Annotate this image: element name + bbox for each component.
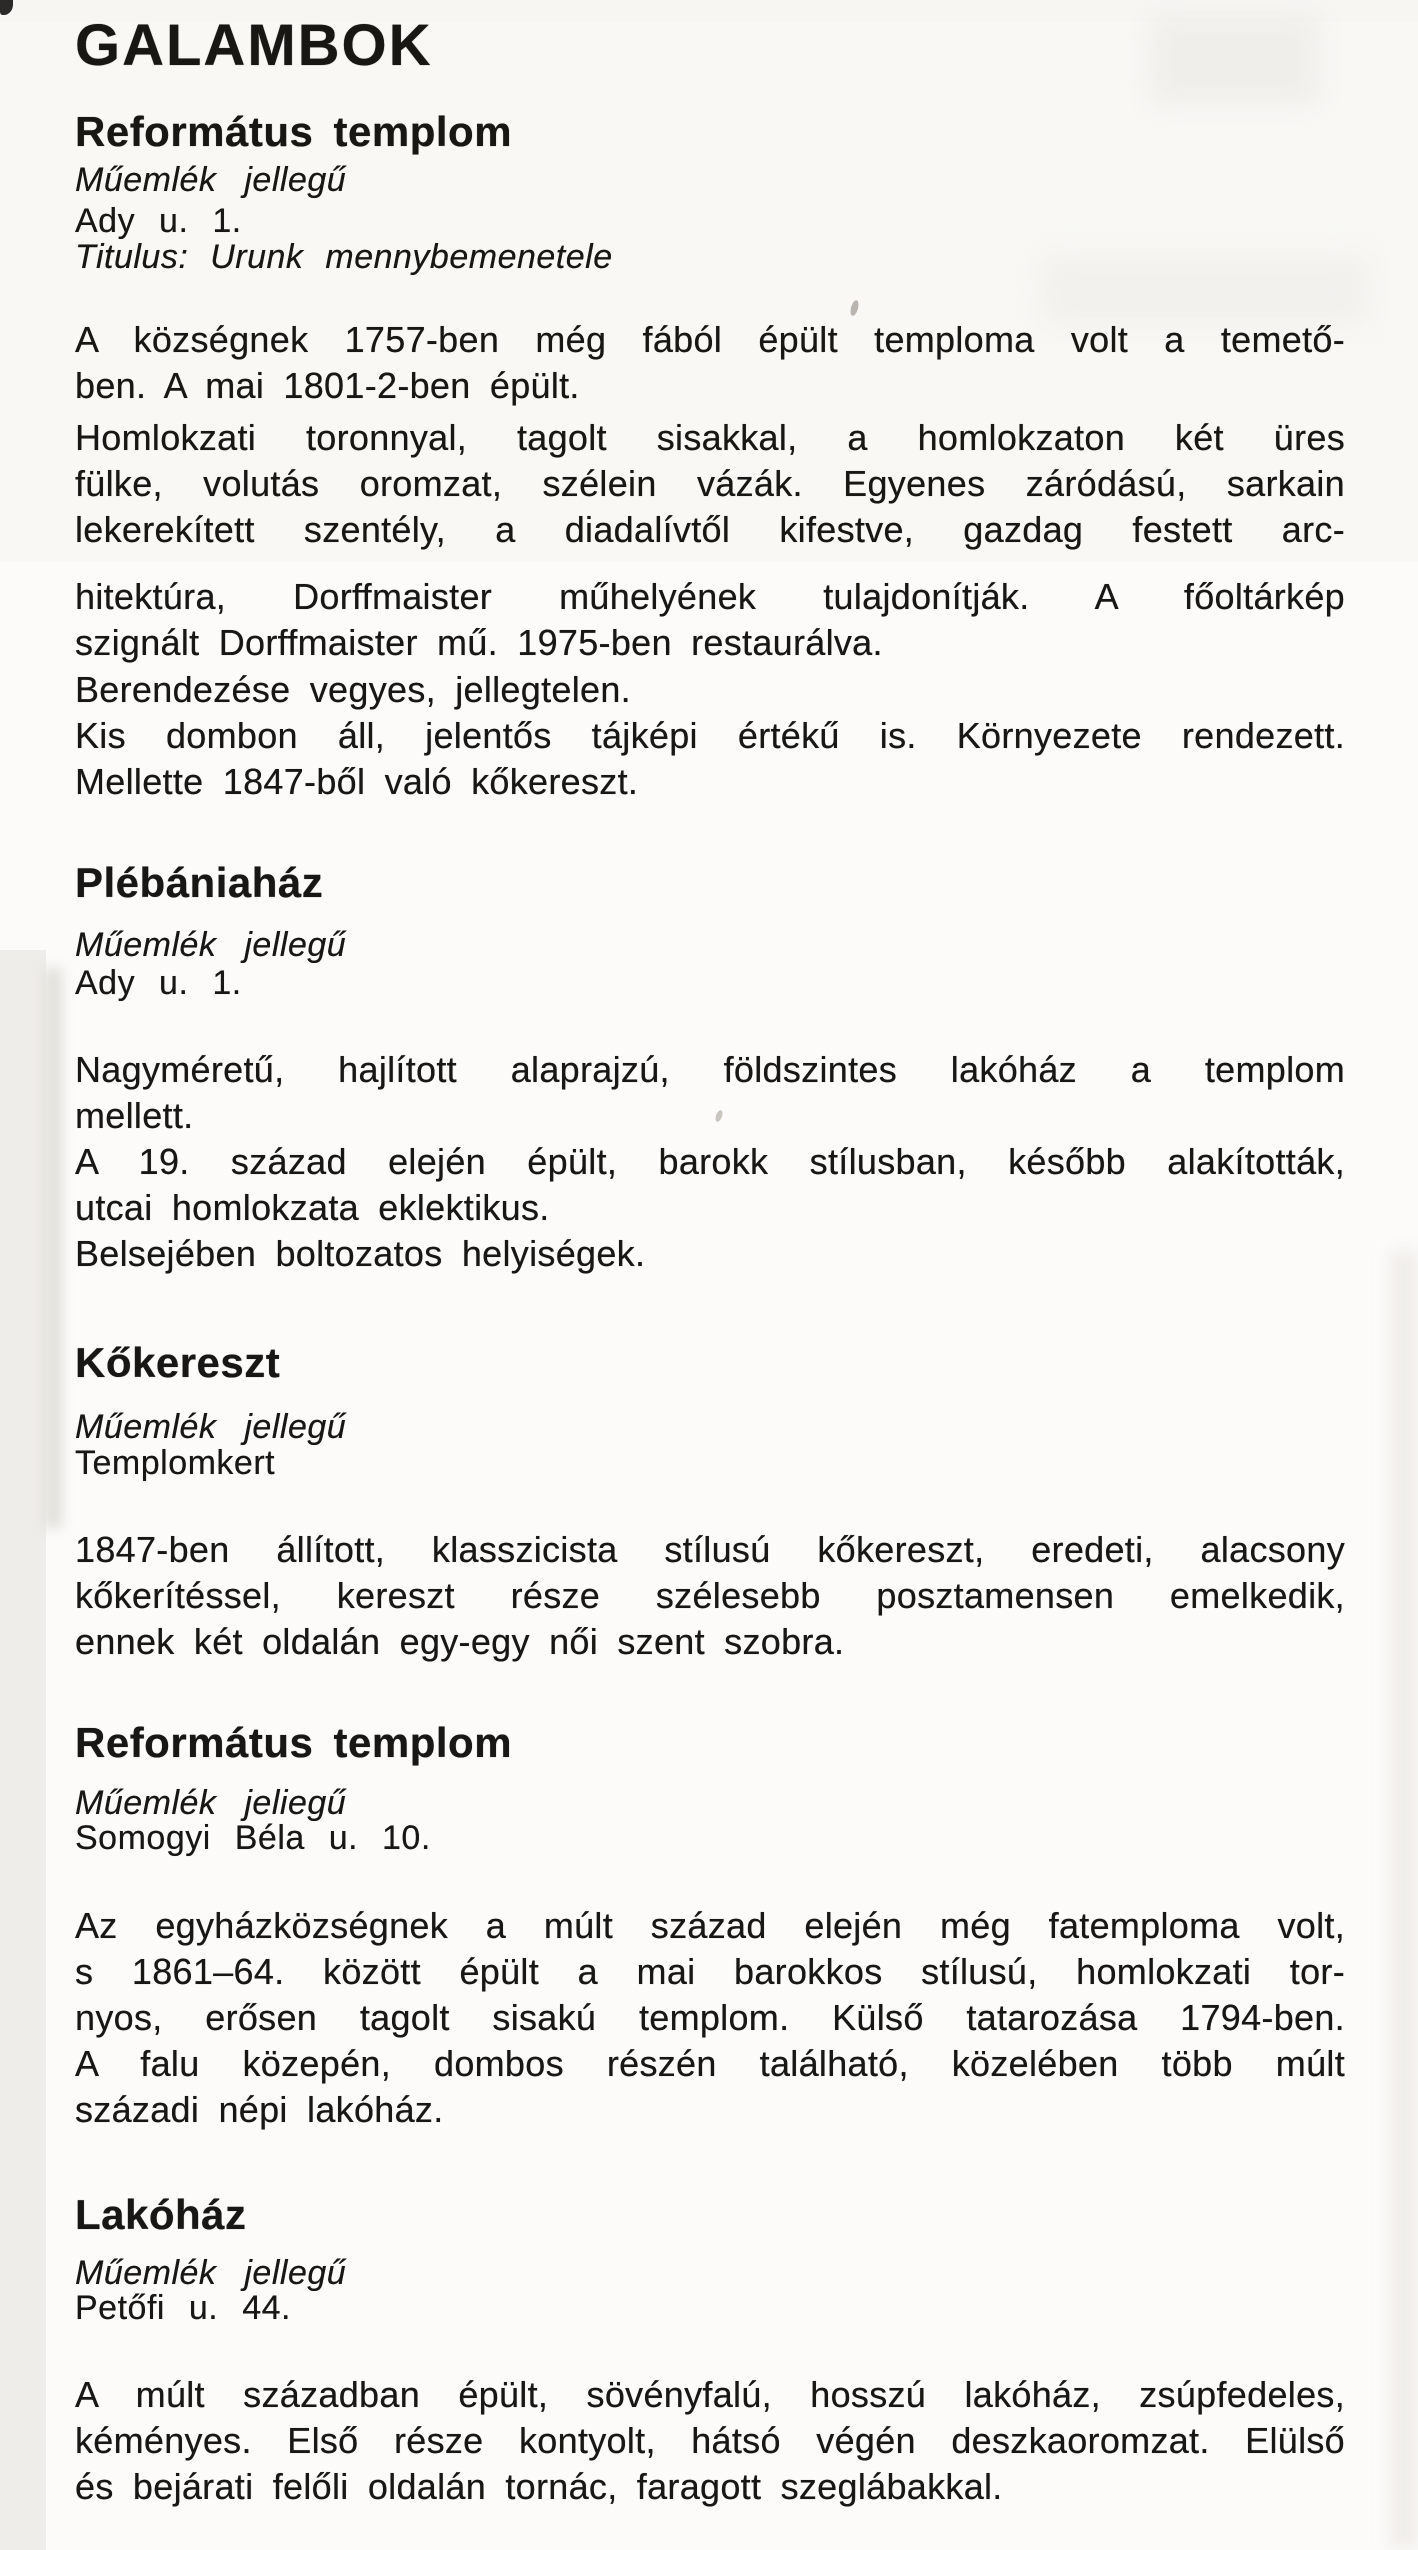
paragraph-line: Kis dombon áll, jelentős tájképi értékű is. Környezete rendezett. bbox=[75, 715, 1345, 756]
section-heading: Plébániaház bbox=[75, 859, 324, 906]
designation-line: Műemlék jeliegű bbox=[75, 1784, 347, 1822]
paragraph-line: századi népi lakóház. bbox=[75, 2089, 444, 2130]
address-line: Petőfi u. 44. bbox=[75, 2289, 291, 2327]
paragraph-line: utcai homlokzata eklektikus. bbox=[75, 1187, 550, 1228]
designation-line: Műemlék jellegű bbox=[75, 161, 347, 199]
paragraph-line: A községnek 1757-ben még fából épült temploma volt a temető- bbox=[75, 319, 1345, 360]
paragraph-line: nyos, erősen tagolt sisakú templom. Külső tatarozása 1794-ben. bbox=[75, 1997, 1345, 2038]
paragraph-line: ennek két oldalán egy-egy női szent szobra. bbox=[75, 1621, 845, 1662]
scan-artifact-right-edge bbox=[1390, 1250, 1418, 2550]
paragraph-line: kőkerítéssel, kereszt része szélesebb posztamensen emelkedik, bbox=[75, 1575, 1345, 1616]
paragraph-line: szignált Dorffmaister mű. 1975-ben restaurálva. bbox=[75, 622, 883, 663]
designation-line: Műemlék jellegű bbox=[75, 926, 347, 964]
paragraph-line: kéményes. Első része kontyolt, hátsó végén deszkaoromzat. Elülső bbox=[75, 2420, 1345, 2461]
paragraph-line: ben. A mai 1801-2-ben épült. bbox=[75, 365, 580, 406]
section-heading: Kőkereszt bbox=[75, 1339, 281, 1386]
paragraph-line: Homlokzati toronnyal, tagolt sisakkal, a homlokzaton két üres bbox=[75, 417, 1345, 458]
scan-artifact-fold-shadow bbox=[44, 968, 62, 1528]
paragraph-line: és bejárati felőli oldalán tornác, faragott szeglábakkal. bbox=[75, 2466, 1003, 2507]
paragraph-line: mellett. bbox=[75, 1095, 194, 1136]
section-heading: Református templom bbox=[75, 108, 513, 155]
address-line: Somogyi Béla u. 10. bbox=[75, 1819, 431, 1857]
paragraph-line: Berendezése vegyes, jellegtelen. bbox=[75, 669, 631, 710]
designation-line: Műemlék jellegű bbox=[75, 1408, 347, 1446]
address-line: Templomkert bbox=[75, 1444, 276, 1482]
paragraph-line: A 19. század elején épült, barokk stílusban, később alakították, bbox=[75, 1141, 1345, 1182]
designation-line: Műemlék jellegű bbox=[75, 2254, 347, 2292]
paragraph-line: s 1861–64. között épült a mai barokkos stílusú, homlokzati tor- bbox=[75, 1951, 1345, 1992]
address-line: Ady u. 1. bbox=[75, 964, 242, 1002]
paragraph-line: 1847-ben állított, klasszicista stílusú kőkereszt, eredeti, alacsony bbox=[75, 1529, 1345, 1570]
section-heading: Lakóház bbox=[75, 2191, 247, 2238]
paragraph-line: Az egyházközségnek a múlt század elején még fatemploma volt, bbox=[75, 1905, 1345, 1946]
paragraph-line: Nagyméretű, hajlított alaprajzú, földszintes lakóház a templom bbox=[75, 1049, 1345, 1090]
section-heading: Református templom bbox=[75, 1719, 513, 1766]
paragraph-line: hitektúra, Dorffmaister műhelyének tulajdonítják. A főoltárkép bbox=[75, 576, 1345, 617]
paragraph-line: A múlt században épült, sövényfalú, hosszú lakóház, zsúpfedeles, bbox=[75, 2374, 1345, 2415]
address-line: Ady u. 1. bbox=[75, 202, 242, 240]
paragraph-line: lekerekített szentély, a diadalívtől kifestve, gazdag festett arc- bbox=[75, 509, 1345, 550]
titulus-line: Titulus: Urunk mennybemenetele bbox=[75, 238, 613, 276]
paragraph-line: Mellette 1847-ből való kőkereszt. bbox=[75, 761, 639, 802]
paragraph-line: Belsejében boltozatos helyiségek. bbox=[75, 1233, 646, 1274]
paragraph-line: fülke, volutás oromzat, szélein vázák. Egyenes záródású, sarkain bbox=[75, 463, 1345, 504]
scan-artifact-left-edge bbox=[0, 950, 46, 2550]
paragraph-line: A falu közepén, dombos részén található, közelében több múlt bbox=[75, 2043, 1345, 2084]
page-title: GALAMBOK bbox=[75, 13, 433, 78]
